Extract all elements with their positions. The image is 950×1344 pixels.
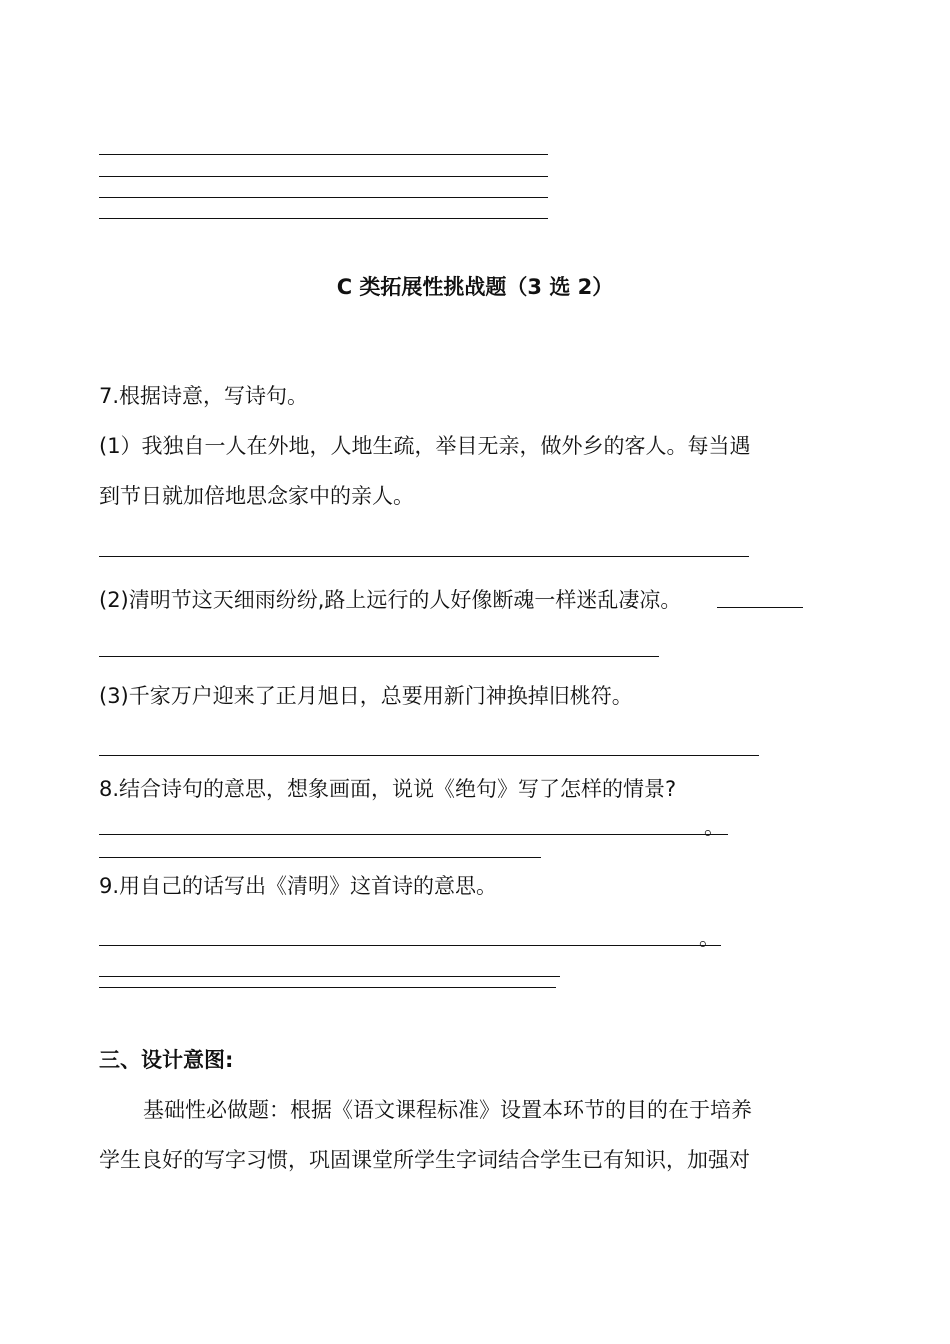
answer-line xyxy=(99,176,548,177)
answer-line xyxy=(99,987,556,988)
answer-line xyxy=(717,607,803,608)
question-7-heading: 7.根据诗意，写诗句。 xyxy=(99,384,309,408)
period-mark: 。 xyxy=(699,926,720,950)
answer-line xyxy=(99,154,548,155)
paragraph-line-2: 学生良好的写字习惯，巩固课堂所学生字词结合学生已有知识，加强对 xyxy=(99,1148,750,1172)
question-7-item-1-line-1: (1）我独自一人在外地，人地生疏，举目无亲，做外乡的客人。每当遇 xyxy=(99,434,751,458)
answer-line xyxy=(99,976,560,977)
answer-line xyxy=(99,556,749,557)
answer-line xyxy=(99,945,721,946)
answer-line xyxy=(99,857,541,858)
question-7-item-1-line-2: 到节日就加倍地思念家中的亲人。 xyxy=(99,484,414,508)
answer-line xyxy=(99,218,548,219)
answer-line xyxy=(99,834,728,835)
paragraph-line-1: 基础性必做题：根据《语文课程标准》设置本环节的目的在于培养 xyxy=(143,1098,752,1122)
answer-line xyxy=(99,197,548,198)
answer-line xyxy=(99,656,659,657)
question-9: 9.用自己的话写出《清明》这首诗的意思。 xyxy=(99,874,498,898)
section-heading: 三、设计意图: xyxy=(99,1048,234,1072)
question-7-item-3: (3)千家万户迎来了正月旭日，总要用新门神换掉旧桃符。 xyxy=(99,684,633,708)
question-7-item-2: (2)清明节这天细雨纷纷,路上远行的人好像断魂一样迷乱凄凉。 xyxy=(99,588,682,612)
period-mark: 。 xyxy=(704,815,725,839)
answer-line xyxy=(99,755,759,756)
section-title: C 类拓展性挑战题（3 选 2） xyxy=(336,275,614,299)
question-8: 8.结合诗句的意思，想象画面，说说《绝句》写了怎样的情景? xyxy=(99,777,677,801)
